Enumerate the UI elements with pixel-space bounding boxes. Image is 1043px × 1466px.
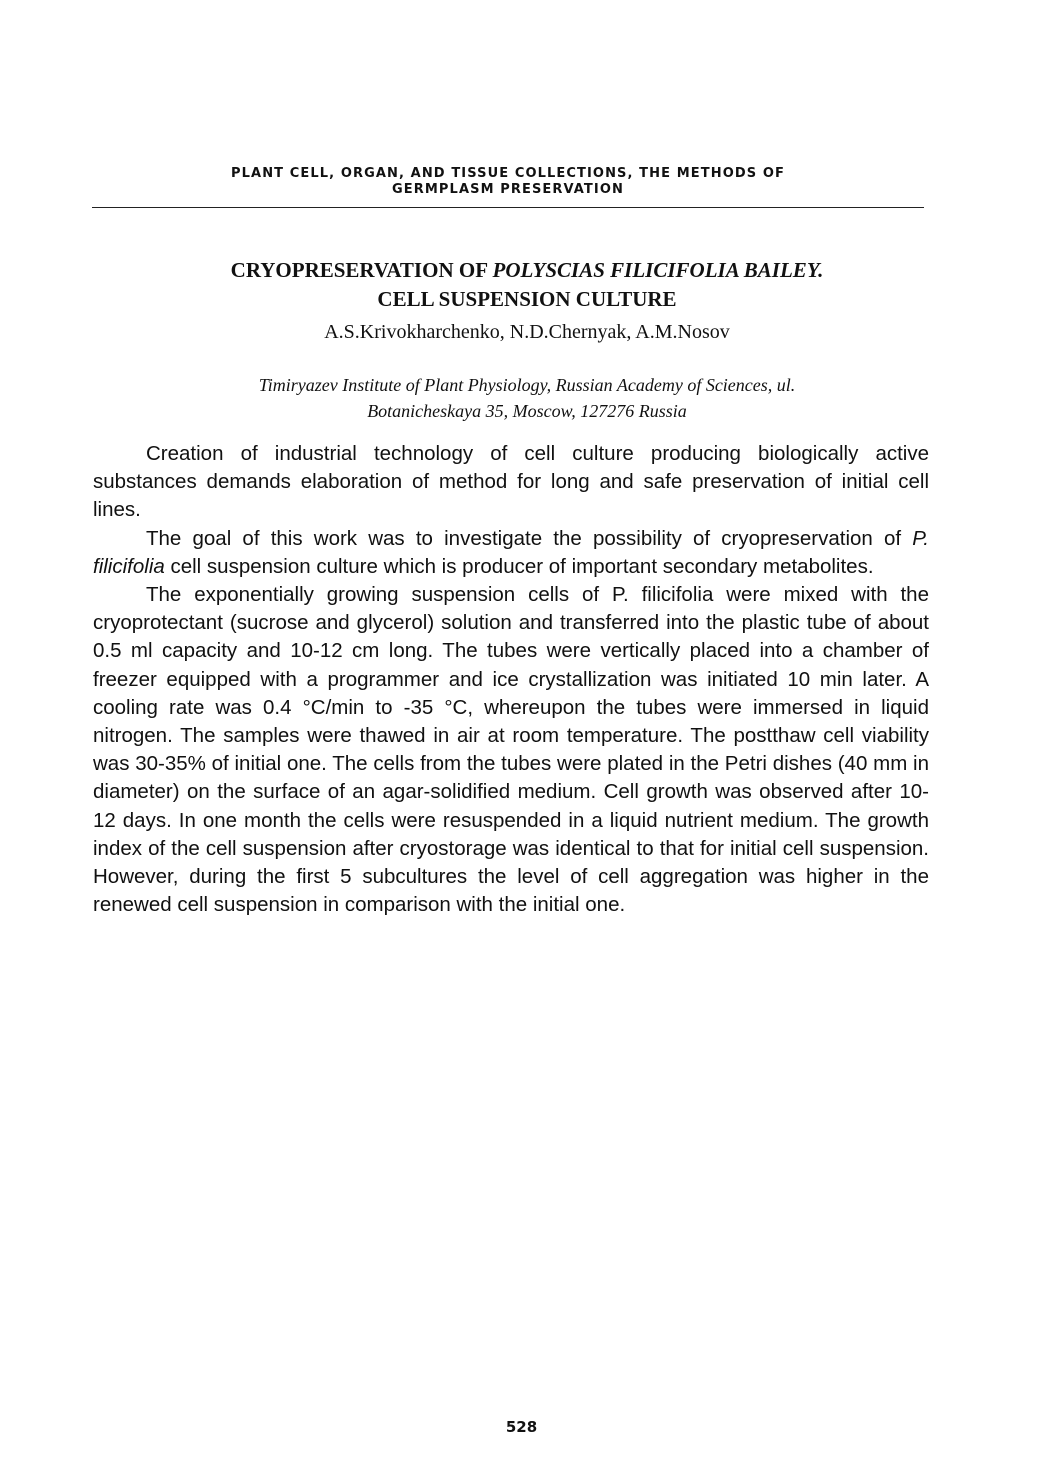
- affiliation-line-2: Botanicheskaya 35, Moscow, 127276 Russia: [367, 401, 687, 421]
- title-prefix: CRYOPRESERVATION OF: [230, 258, 493, 282]
- paragraph-2: [93, 525, 929, 581]
- section-header: [92, 166, 924, 198]
- affiliation-line-1: Timiryazev Institute of Plant Physiology, Russian Academy of Sciences, ul.: [258, 375, 796, 395]
- article-title: [92, 256, 962, 314]
- authors: A.S.Krivokharchenko, N.D.Chernyak, A.M.Nosov: [324, 321, 730, 343]
- page-number: 528: [505, 1418, 538, 1436]
- paragraph-3: The exponentially growing suspension cells of P. filicifolia were mixed with the cryoprotectant (sucrose and glycerol) solution and transferred into the plastic tube of about 0.5 ml capacity and 10-12 cm long. The tubes were vertically placed into a chamber of freezer equipped with a programmer and ice crystallization was initiated 10 min later. A cooling rate was 0.4 °C/min to -35 °C, whereupon the tubes were immersed in liquid nitrogen. The samples were thawed in air at room temperature. The postthaw cell viability was 30-35% of initial one. The cells from the tubes were plated in the Petri dishes (40 mm in diameter) on the surface of an agar-solidified medium. Cell growth was observed after 10-12 days. In one month the cells were resuspended in a liquid nutrient medium. The growth index of the cell suspension after cryostorage was identical to that for initial cell suspension. However, during the first 5 subcultures the level of cell aggregation was higher in the renewed cell suspension in comparison with the initial one.: [93, 583, 929, 917]
- article-body: [93, 440, 929, 919]
- paragraph-2-text-a: The goal of this work was to investigate the possibility of cryopreservation of: [146, 526, 913, 550]
- paragraph-2-text-b: cell suspension culture which is producer of important secondary metabolites.: [164, 554, 874, 578]
- title-line-1: [92, 256, 962, 285]
- paragraph-1: Creation of industrial technology of cell culture producing biologically active substances demands elaboration of method for long and safe preservation of initial cell lines.: [93, 442, 929, 522]
- header-divider: [92, 207, 924, 208]
- title-line-2: CELL SUSPENSION CULTURE: [377, 287, 677, 311]
- section-header-line-1: PLANT CELL, ORGAN, AND TISSUE COLLECTIONS, THE METHODS OF: [231, 166, 785, 181]
- title-species: POLYSCIAS FILICIFOLIA BAILEY.: [492, 258, 824, 282]
- section-header-line-2: GERMPLASM PRESERVATION: [392, 182, 624, 197]
- affiliation: [92, 372, 962, 424]
- paragraph-2-species: P. filicifolia: [93, 526, 929, 578]
